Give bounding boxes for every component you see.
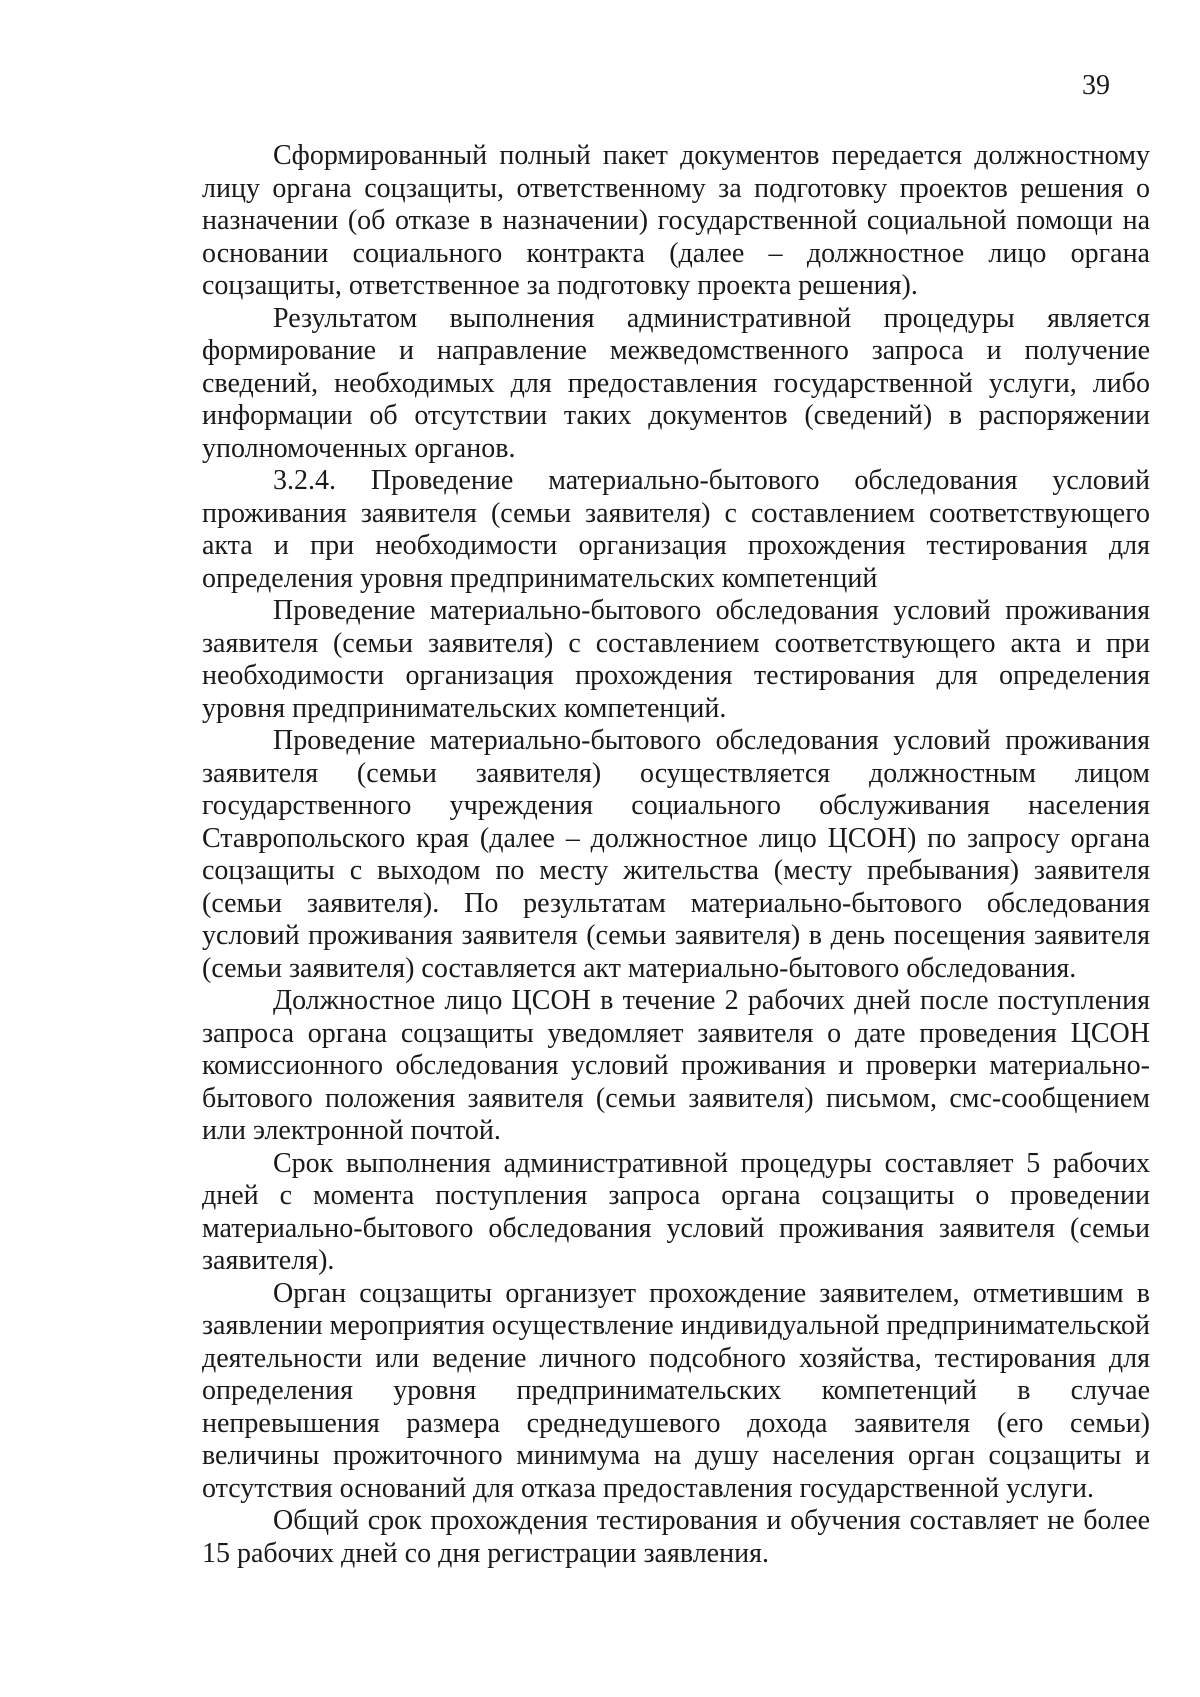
paragraph-procedure-deadline: Срок выполнения административной процедуры составляет 5 рабочих дней с момента поступления запроса органа соцзащиты о проведении материально-бытового обследования условий проживания заявителя (семьи заявителя). xyxy=(202,1147,1150,1276)
section-heading-3-2-4: 3.2.4. Проведение материально-бытового обследования условий проживания заявителя (семьи заявителя) с составлением соответствующего акта и при необходимости организация прохождения тестирования для определения уровня предпринимательских компетенций xyxy=(202,465,1150,594)
paragraph-document-package-transfer: Сформированный полный пакет документов передается должностному лицу органа соцзащиты, ответственному за подготовку проектов решения о назначении (об отказе в назначении) государственной социальной помощи на основании социального контракта (далее – должностное лицо органа соцзащиты, ответственное за подготовку проекта решения). xyxy=(202,140,1150,301)
paragraph-inspection-description: Проведение материально-бытового обследования условий проживания заявителя (семьи заявителя) с составлением соответствующего акта и при необходимости организация прохождения тестирования для определения уровня предпринимательских компетенций. xyxy=(202,595,1150,724)
page-number: 39 xyxy=(1082,70,1110,101)
paragraph-procedure-result: Результатом выполнения административной процедуры является формирование и направление межведомственного запроса и получение сведений, необходимых для предоставления государственной услуги, либо информации об отсутствии таких документов (сведений) в распоряжении уполномоченных органов. xyxy=(202,302,1150,464)
document-body xyxy=(202,140,1150,1570)
paragraph-testing-organization: Орган соцзащиты организует прохождение заявителем, отметившим в заявлении мероприятия осуществление индивидуальной предпринимательской деятельности или ведение личного подсобного хозяйства, тестирования для определения уровня предпринимательских компетенций в случае непревышения размера среднедушевого дохода заявителя (его семьи) величины прожиточного минимума на душу населения орган соцзащиты и отсутствия оснований для отказа предоставления государственной услуги. xyxy=(202,1277,1150,1504)
paragraph-applicant-notification: Должностное лицо ЦСОН в течение 2 рабочих дней после поступления запроса органа соцзащиты уведомляет заявителя о дате проведения ЦСОН комиссионного обследования условий проживания и проверки материально-бытового положения заявителя (семьи заявителя) письмом, смс-сообщением или электронной почтой. xyxy=(202,985,1150,1146)
paragraph-testing-term: Общий срок прохождения тестирования и обучения составляет не более 15 рабочих дней со дня регистрации заявления. xyxy=(202,1505,1150,1569)
paragraph-inspection-execution: Проведение материально-бытового обследования условий проживания заявителя (семьи заявителя) осуществляется должностным лицом государственного учреждения социального обслуживания населения Ставропольского края (далее – должностное лицо ЦСОН) по запросу органа соцзащиты с выходом по месту жительства (месту пребывания) заявителя (семьи заявителя). По результатам материально-бытового обследования условий проживания заявителя (семьи заявителя) в день посещения заявителя (семьи заявителя) составляется акт материально-бытового обследования. xyxy=(202,725,1150,984)
